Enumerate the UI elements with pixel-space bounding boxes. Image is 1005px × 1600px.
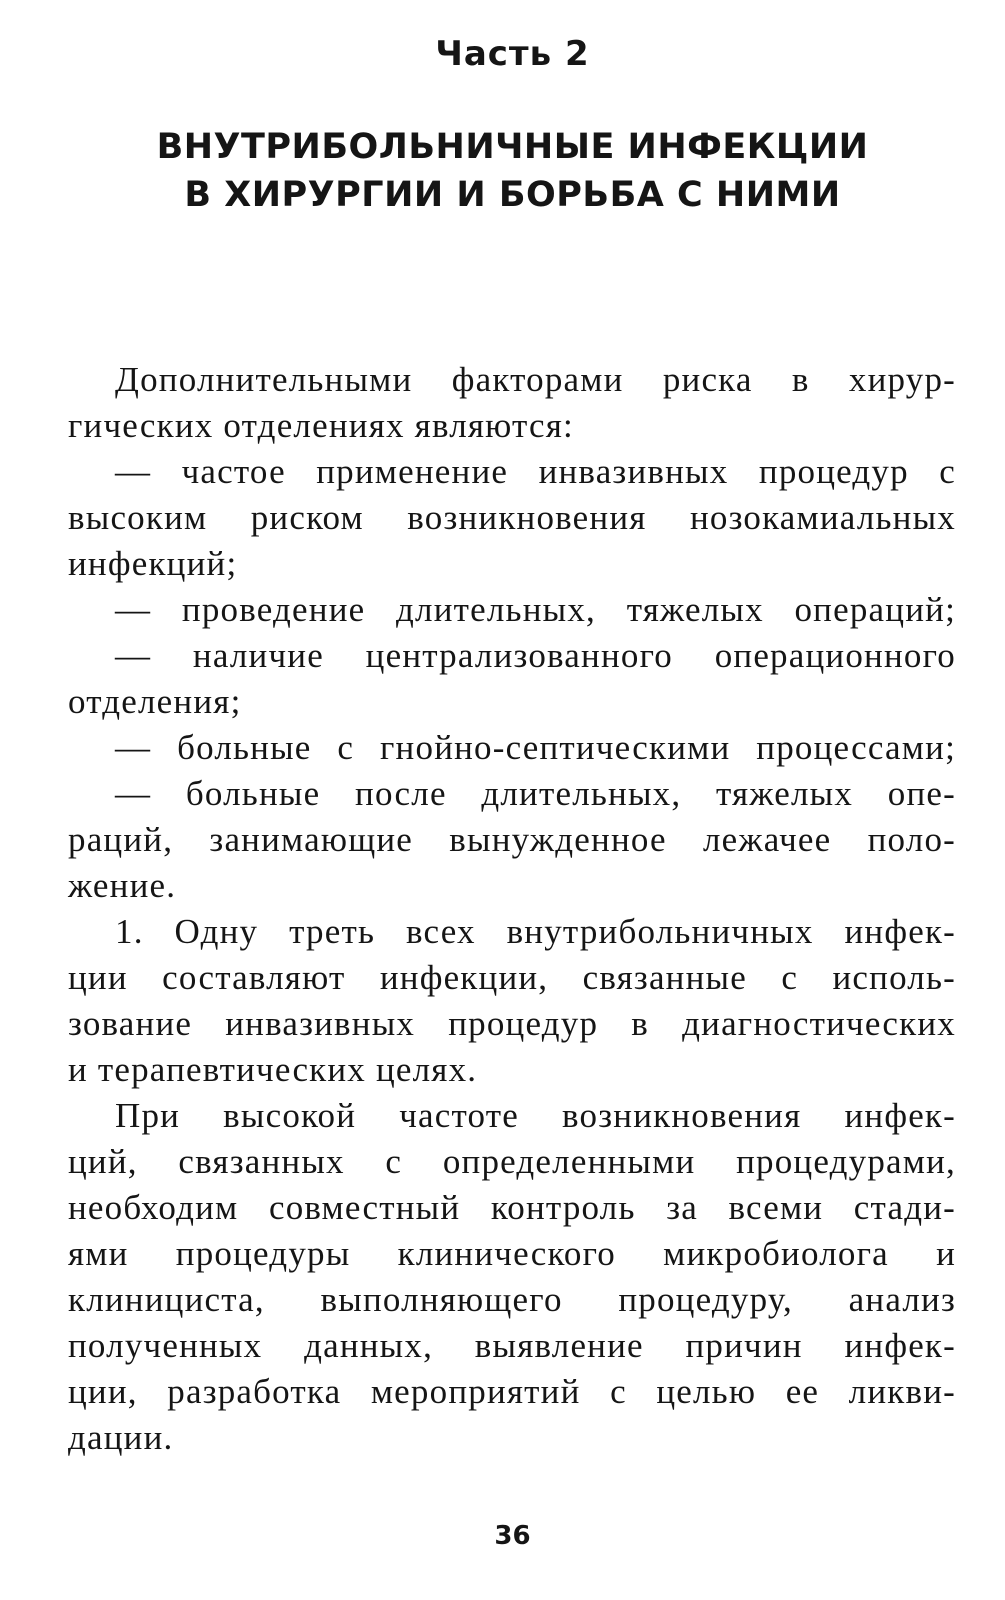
paragraph-line: 1. Одну треть всех внутрибольничных инфек- [115,912,956,951]
paragraph-line: При высокой частоте возникновения инфек- [115,1096,956,1135]
list-item-line: — проведение длительных, тяжелых операций; [115,590,956,629]
list-item-line: — наличие централизованного операционного [115,636,956,675]
list-item-line: отделения; [68,682,242,721]
paragraph-line: ями процедуры клинического микробиолога и [68,1234,956,1273]
text-line: гических отделениях являются: [68,406,574,445]
paragraph-line: полученных данных, выявление причин инфек- [68,1326,956,1365]
body-text [68,357,956,1461]
text-line: Дополнительными факторами риска в хирур- [115,360,956,399]
chapter-title-line-1: ВНУТРИБОЛЬНИЧНЫЕ ИНФЕКЦИИ [156,127,869,167]
chapter-title [0,123,1005,219]
part-label: Часть 2 [435,34,590,74]
paragraph-line: и терапевтических целях. [68,1050,478,1089]
paragraph-line: зование инвазивных процедур в диагностических [68,1004,956,1043]
paragraph-line: клинициста, выполняющего процедуру, анализ [68,1280,956,1319]
paragraph-line: ции, разработка мероприятий с целью ее ликви- [68,1372,956,1411]
paragraph-line: ции составляют инфекции, связанные с исполь- [68,958,956,997]
paragraph-line: дации. [68,1418,174,1457]
list-item-line: — частое применение инвазивных процедур с [115,452,956,491]
list-item-line: инфекций; [68,544,238,583]
paragraph-line: необходим совместный контроль за всеми стади- [68,1188,956,1227]
list-item-line: жение. [68,866,177,905]
chapter-title-line-2: В ХИРУРГИИ И БОРЬБА С НИМИ [184,175,841,215]
list-item-line: — больные после длительных, тяжелых опе- [115,774,956,813]
list-item-line: раций, занимающие вынужденное лежачее поло- [68,820,956,859]
paragraph-line: ций, связанных с определенными процедурами, [68,1142,956,1181]
list-item-line: — больные с гнойно-септическими процессами; [115,728,956,767]
list-item-line: высоким риском возникновения нозокамиальных [68,498,956,537]
page-number: 36 [494,1521,531,1551]
